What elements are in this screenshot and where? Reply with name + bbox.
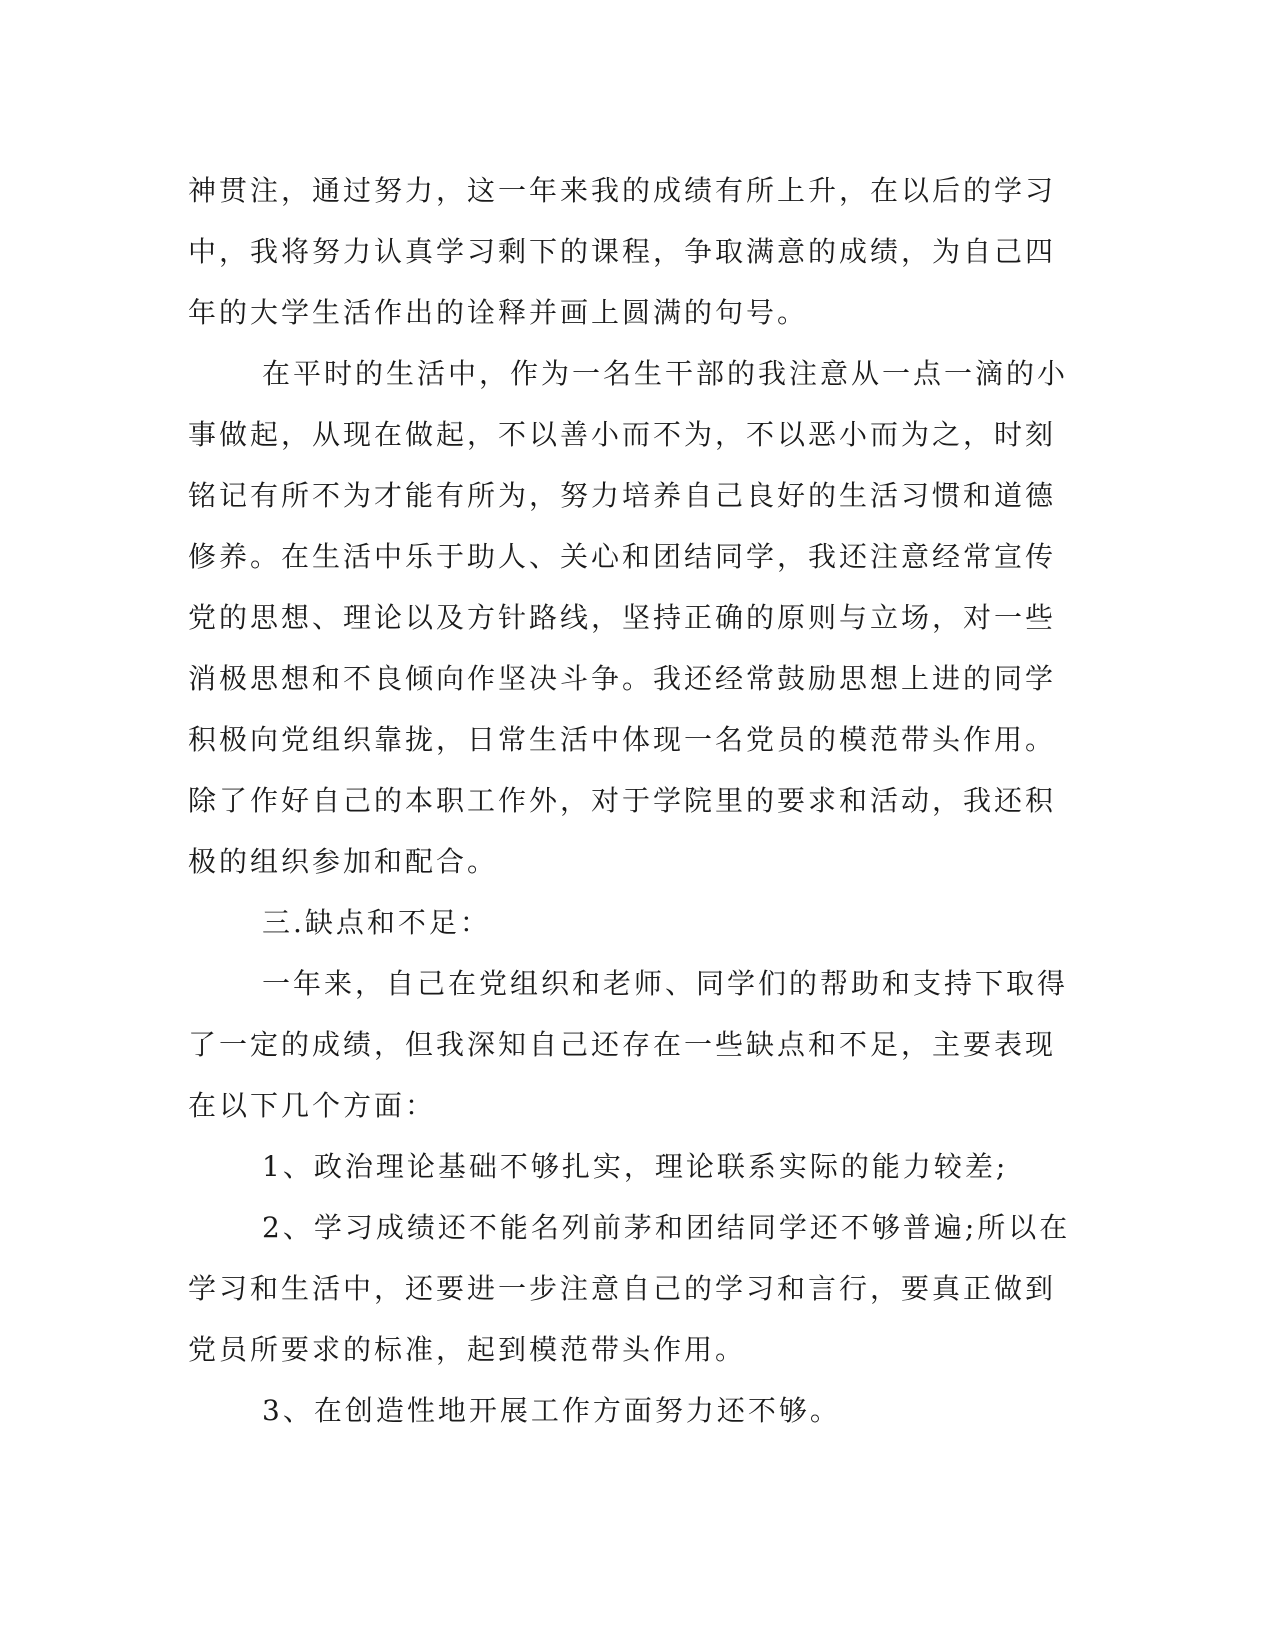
list-item-1: 1、政治理论基础不够扎实，理论联系实际的能力较差; bbox=[262, 1150, 1009, 1183]
list-item-2: 2、学习成绩还不能名列前茅和团结同学还不够普遍;所以在学习和生活中，还要进一步注意自己的学习和言行，要真正做到党员所要求的标准，起到模范带头作用。 bbox=[188, 1211, 1071, 1366]
paragraph-shortcomings-intro: 一年来，自己在党组织和老师、同学们的帮助和支持下取得了一定的成绩，但我深知自己还存在一些缺点和不足，主要表现在以下几个方面： bbox=[188, 967, 1069, 1122]
document-body bbox=[188, 160, 1076, 1441]
paragraph-continuation: 神贯注，通过努力，这一年来我的成绩有所上升，在以后的学习中，我将努力认真学习剩下的课程，争取满意的成绩，为自己四年的大学生活作出的诠释并画上圆满的句号。 bbox=[188, 174, 1057, 329]
section-heading-shortcomings: 三.缺点和不足： bbox=[262, 906, 491, 939]
paragraph-daily-life: 在平时的生活中，作为一名生干部的我注意从一点一滴的小事做起，从现在做起，不以善小而不为，不以恶小而为之，时刻铭记有所不为才能有所为，努力培养自己良好的生活习惯和道德修养。在生活中乐于助人、关心和团结同学，我还注意经常宣传党的思想、理论以及方针路线，坚持正确的原则与立场，对一些消极思想和不良倾向作坚决斗争。我还经常鼓励思想上进的同学积极向党组织靠拢，日常生活中体现一名党员的模范带头作用。除了作好自己的本职工作外，对于学院里的要求和活动，我还积极的组织参加和配合。 bbox=[188, 357, 1069, 878]
list-item-3: 3、在创造性地开展工作方面努力还不够。 bbox=[262, 1394, 841, 1427]
